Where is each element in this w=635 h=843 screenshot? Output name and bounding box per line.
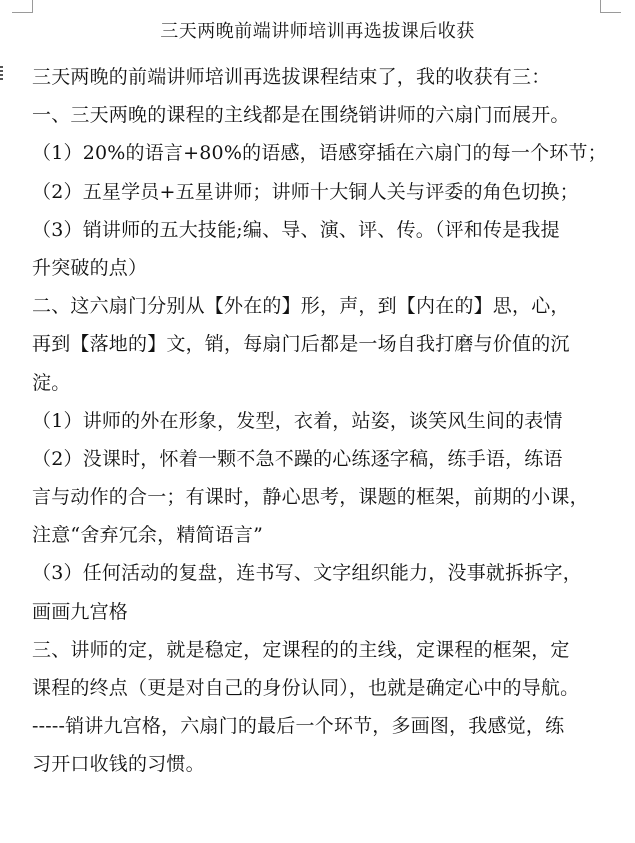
- text-line: 升突破的点）: [32, 256, 148, 279]
- crop-mark-top-left: [12, 0, 33, 13]
- text-line: 三天两晚的前端讲师培训再选拔课程结束了，我的收获有三：: [32, 66, 551, 88]
- document-body: [32, 58, 607, 784]
- text-line: 言与动作的合一；有课时，静心思考，课题的框架，前期的小课，: [32, 486, 589, 509]
- text-line: 二、这六扇门分别从【外在的】形，声，到【内在的】思，心，: [32, 295, 570, 318]
- text-line: 一、三天两晚的课程的主线都是在围绕销讲师的六扇门而展开。: [32, 104, 570, 127]
- text-line: 再到【落地的】文，销，每扇门后都是一场自我打磨与价值的沉: [32, 333, 570, 356]
- text-line: -----销讲九宫格，六扇门的最后一个环节，多画图，我感觉，练: [32, 715, 565, 738]
- text-line: 课程的终点（更是对自己的身份认同），也就是确定心中的导航。: [32, 677, 580, 699]
- text-line: 三、讲师的定，就是稳定，定课程的的主线，定课程的框架，定: [32, 638, 570, 661]
- text-line: 习开口收钱的习惯。: [32, 753, 205, 776]
- text-line: （3）任何活动的复盘，连书写、文字组织能力，没事就拆拆字，: [32, 562, 582, 585]
- document-title: 三天两晚前端讲师培训再选拔课后收获: [160, 21, 475, 42]
- text-line: 画画九宫格: [32, 600, 129, 623]
- paragraph-mark-icon: [0, 66, 6, 84]
- text-line: 注意“舍弃冗余，精简语言”: [32, 524, 264, 547]
- text-line: （2）没课时，怀着一颗不急不躁的心练逐字稿，练手语，练语: [32, 447, 563, 470]
- crop-mark-top-right: [600, 0, 621, 13]
- text-line: （1）讲师的外在形象，发型，衣着，站姿，谈笑风生间的表情: [32, 409, 563, 432]
- text-line: （2）五星学员+五星讲师；讲师十大铜人关与评委的角色切换；: [32, 180, 579, 203]
- text-line: （1）20%的语言+80%的语感，语感穿插在六扇门的每一个环节；: [32, 142, 607, 165]
- text-line: （3）销讲师的五大技能;编、导、演、评、传。（评和传是我提: [32, 218, 560, 241]
- text-line: 淀。: [32, 371, 71, 394]
